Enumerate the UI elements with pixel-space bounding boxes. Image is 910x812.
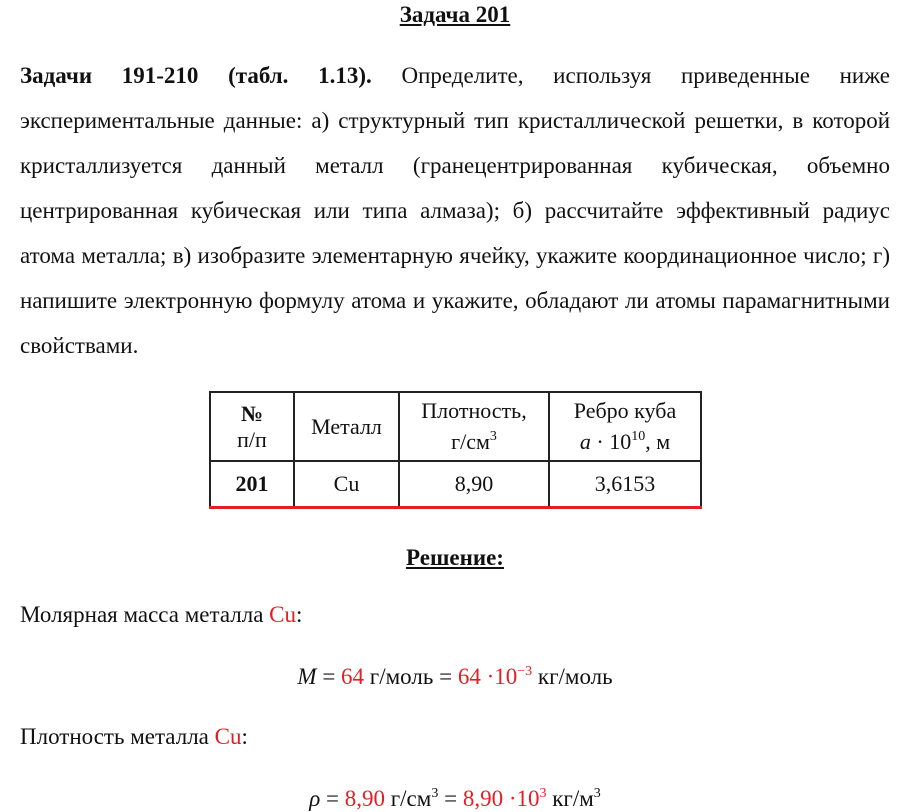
density-eq1: =	[320, 786, 345, 811]
header-density	[399, 392, 549, 461]
density-unit2-sup: 3	[593, 786, 601, 801]
header-edge	[549, 392, 701, 461]
header-metal: Металл	[294, 392, 399, 461]
header-edge-symbol: a	[579, 429, 591, 454]
header-density-unit: г/см	[451, 429, 490, 454]
molar-mass-label-metal: Cu	[269, 602, 297, 627]
density-exp: 3	[539, 786, 547, 801]
problem-statement	[20, 53, 890, 368]
density-label	[20, 724, 248, 750]
density-label-metal: Cu	[214, 724, 242, 749]
molar-mass-eq: =	[316, 664, 342, 689]
cell-density: 8,90	[399, 461, 549, 508]
density-unit2: кг/м	[546, 786, 594, 811]
molar-mass-value1: 64	[341, 664, 365, 689]
molar-mass-value2: 64	[457, 664, 481, 689]
density-symbol: ρ	[309, 786, 321, 811]
molar-mass-unit1: г/моль =	[364, 664, 458, 689]
header-number	[210, 392, 294, 461]
density-label-text: Плотность металла	[20, 724, 215, 749]
data-table	[209, 391, 702, 509]
cell-edge: 3,6153	[549, 461, 701, 508]
solution-heading: Решение:	[406, 545, 504, 570]
table-header-row	[210, 392, 701, 461]
molar-mass-power: ·10	[480, 664, 518, 689]
molar-mass-formula	[0, 664, 910, 690]
header-number-line1: №	[240, 400, 264, 426]
page-title: Задача 201	[399, 2, 511, 27]
density-power: ·10	[503, 786, 540, 811]
cell-number: 201	[210, 461, 294, 508]
molar-mass-label	[20, 602, 302, 628]
header-edge-unit: , м	[645, 429, 671, 454]
molar-mass-unit2: кг/моль	[532, 664, 613, 689]
density-unit1: г/см	[384, 786, 432, 811]
header-edge-line2	[550, 424, 700, 455]
density-value2: 8,90	[462, 786, 504, 811]
molar-mass-label-text: Молярная масса металла	[20, 602, 270, 627]
density-label-colon: :	[241, 724, 248, 749]
density-formula	[0, 786, 910, 812]
density-eq2: =	[438, 786, 463, 811]
molar-mass-label-colon: :	[296, 602, 303, 627]
molar-mass-symbol: M	[297, 664, 317, 689]
problem-text: Определите, используя приведенные ниже экспериментальные данные: а) структурный тип кристаллической решетки, в которой кристаллизуется данный металл (гранецентрированная кубическая, объемно центрированная кубическая или типа алмаза); б) рассчитайте эффективный радиус атома металла; в) изобразите элементарную ячейку, укажите координационное число; г) напишите электронную формулу атома и укажите, обладают ли атомы парамагнитными свойствами.	[20, 63, 891, 358]
density-value1: 8,90	[344, 786, 385, 811]
header-edge-exp: 10	[631, 429, 646, 444]
header-density-line1: Плотность,	[421, 398, 527, 423]
header-edge-line1: Ребро куба	[573, 398, 677, 423]
header-number-line2: п/п	[237, 426, 267, 452]
header-density-unit-sup: 3	[489, 429, 497, 444]
table-row	[210, 461, 701, 508]
header-density-line2	[400, 424, 548, 455]
cell-metal: Cu	[294, 461, 399, 508]
molar-mass-exp: −3	[517, 664, 533, 679]
density-unit1-sup: 3	[431, 786, 439, 801]
header-edge-mid: · 10	[590, 429, 632, 454]
problem-lead: Задачи 191-210 (табл. 1.13).	[20, 63, 372, 88]
